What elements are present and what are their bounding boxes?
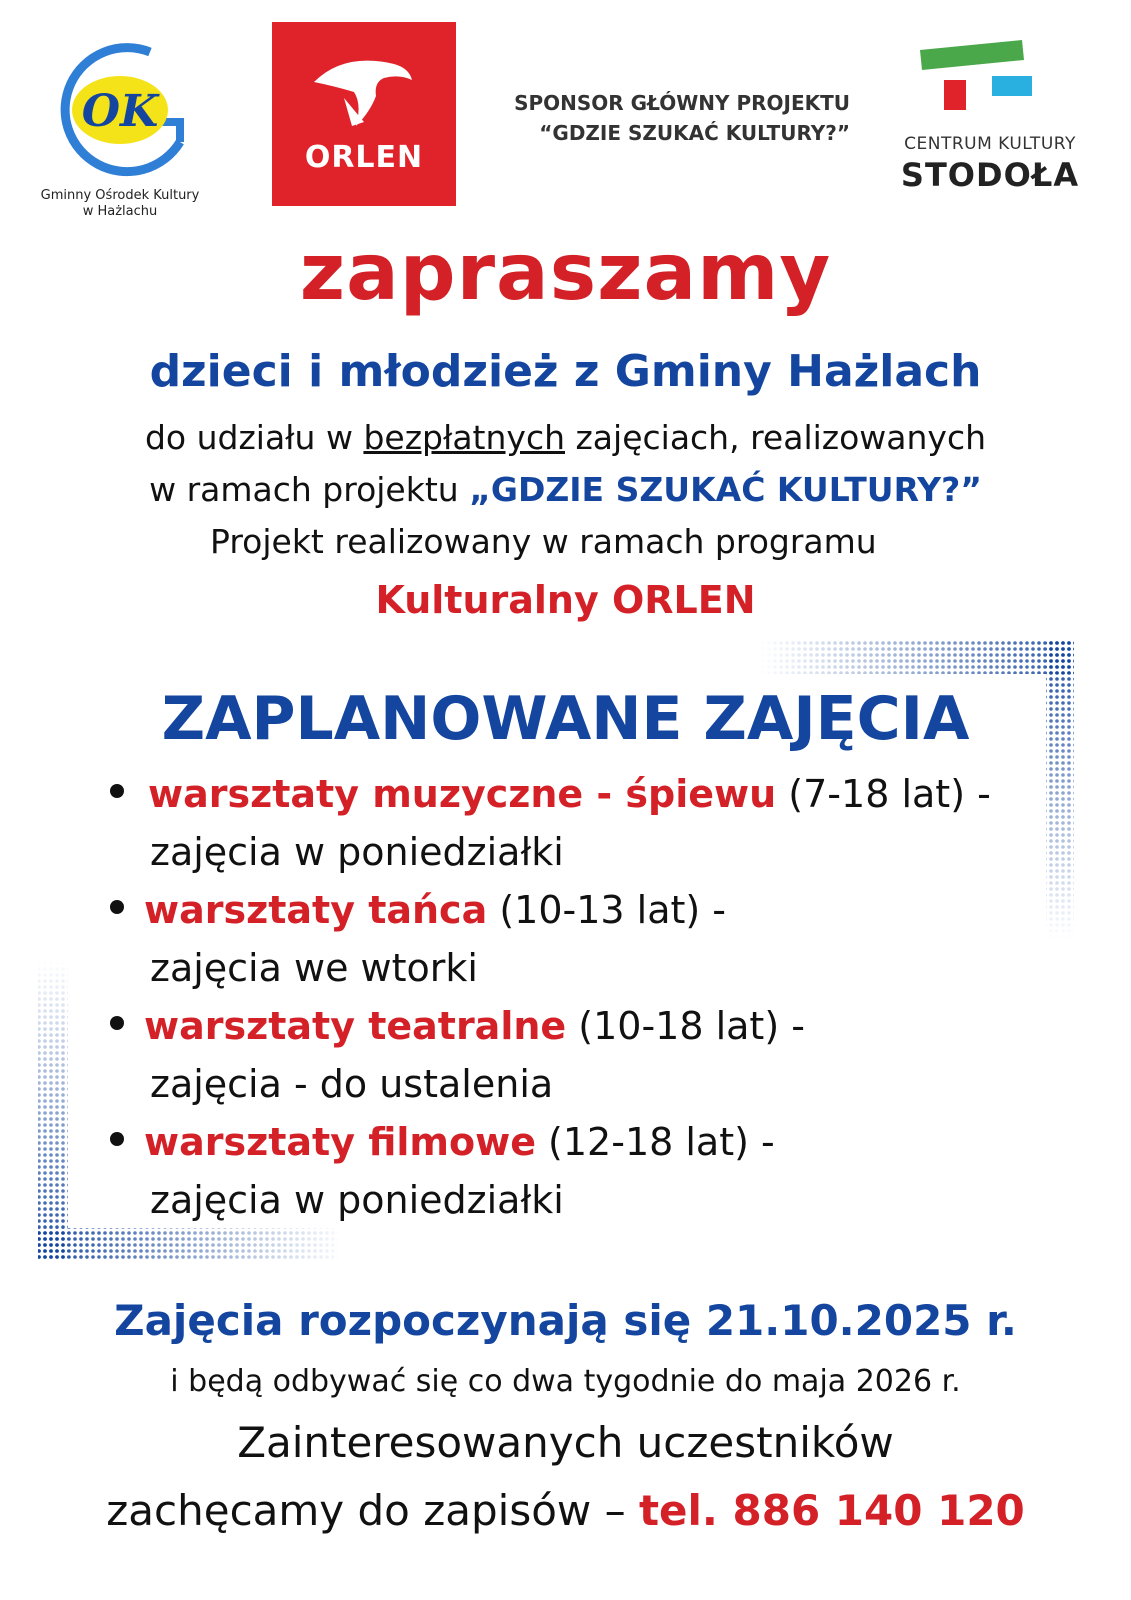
gok-caption (20, 188, 220, 220)
section-title: ZAPLANOWANE ZAJĘCIA (161, 684, 970, 754)
invite-line2-before: zachęcamy do zapisów – (106, 1486, 639, 1535)
workshop-ages: (10-18 lat) - (566, 1004, 805, 1048)
sponsor-line2: “GDZIE SZUKAĆ KULTURY?” (539, 121, 850, 145)
svg-text:OK: OK (81, 86, 159, 137)
workshop-schedule: zajęcia we wtorki (150, 946, 478, 990)
bullet-icon (110, 1132, 124, 1146)
headline: zapraszamy (299, 228, 832, 318)
intro-line1-after: zajęciach, realizowanych (565, 418, 987, 457)
stodola-logo (920, 36, 1060, 126)
workshop-schedule: zajęcia w poniedziałki (150, 1178, 564, 1222)
workshop-ages: (7-18 lat) - (776, 772, 991, 816)
workshop-name: warsztaty filmowe (144, 1120, 536, 1164)
workshop-name: warsztaty teatralne (144, 1004, 567, 1048)
bullet-icon (110, 1016, 124, 1030)
stodola-line2: STODOŁA (900, 156, 1080, 194)
frequency-note: i będą odbywać się co dwa tygodnie do maja 2026 r. (170, 1364, 961, 1399)
stodola-line1: CENTRUM KULTURY (904, 134, 1076, 154)
bullet-icon (110, 900, 124, 914)
sponsor-line1: SPONSOR GŁÓWNY PROJEKTU (514, 91, 850, 115)
intro-line1 (0, 418, 1131, 457)
program-name: Kulturalny ORLEN (375, 578, 756, 622)
intro-line2-before: w ramach projektu (149, 470, 470, 509)
workshop-name: warsztaty muzyczne - śpiewu (148, 772, 777, 816)
phone-number[interactable]: tel. 886 140 120 (638, 1486, 1025, 1535)
intro-line2 (0, 470, 1131, 509)
intro-line1-before: do udziału w (144, 418, 364, 457)
workshop-ages: (10-13 lat) - (487, 888, 726, 932)
intro-free-word: bezpłatnych (363, 418, 565, 457)
audience-heading: dzieci i młodzież z Gminy Hażlach (149, 346, 982, 397)
orlen-wordmark: ORLEN (304, 140, 424, 175)
orlen-eagle-icon (304, 52, 424, 132)
gok-caption-line1: Gminny Ośrodek Kultury (40, 188, 200, 203)
intro-line3: Projekt realizowany w ramach programu (210, 522, 877, 561)
start-date: Zajęcia rozpoczynają się 21.10.2025 r. (114, 1296, 1017, 1345)
project-name: „GDZIE SZUKAĆ KULTURY?” (469, 470, 982, 509)
workshop-schedule: zajęcia w poniedziałki (150, 830, 564, 874)
bullet-icon (110, 784, 124, 798)
gok-caption-line2: w Hażlachu (82, 204, 158, 219)
orlen-logo (272, 22, 456, 206)
workshop-schedule: zajęcia - do ustalenia (150, 1062, 554, 1106)
workshop-ages: (12-18 lat) - (535, 1120, 775, 1164)
invite-line1: Zainteresowanych uczestników (237, 1418, 894, 1467)
invite-line2 (0, 1486, 1131, 1535)
sponsor-label (470, 88, 850, 148)
workshop-name: warsztaty tańca (144, 888, 488, 932)
